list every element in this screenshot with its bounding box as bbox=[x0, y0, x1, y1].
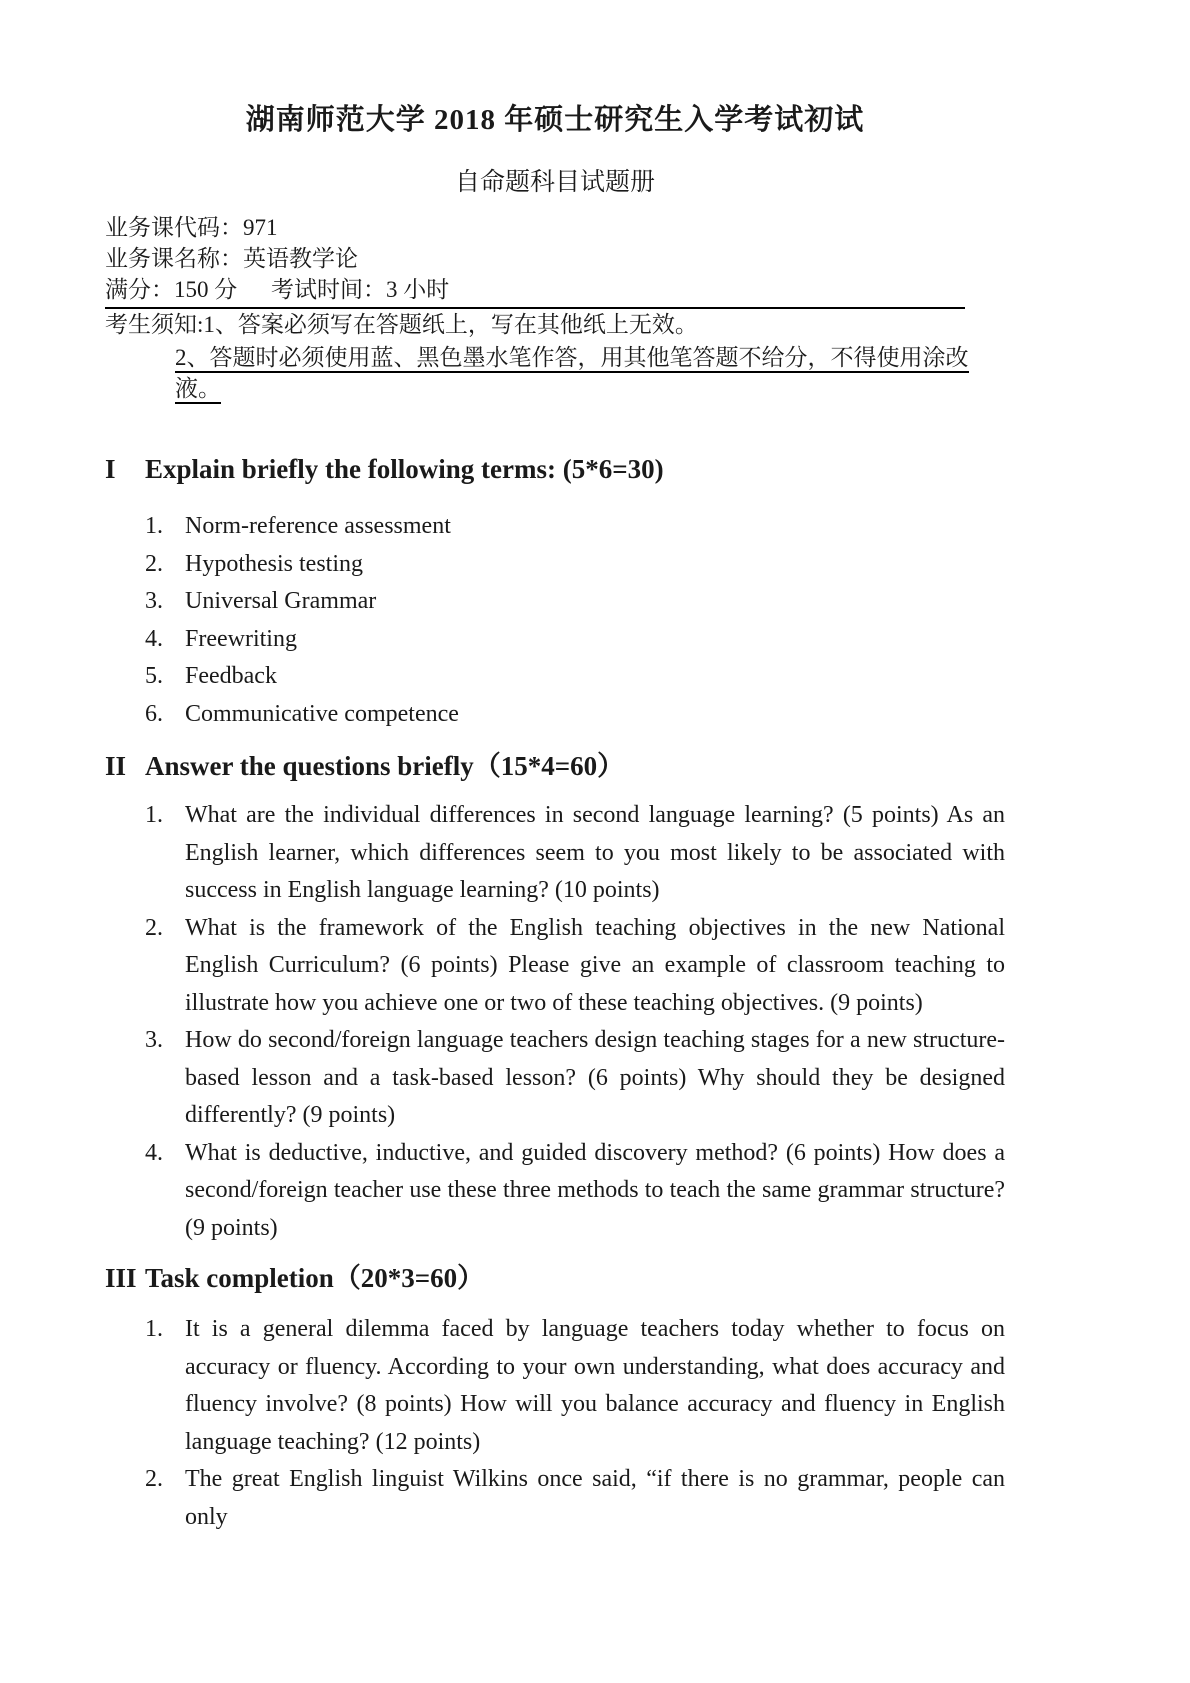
question-text: What are the individual differences in second language learning? (5 points) As an English learner, which differences seem to you most likely to be associated with success in English language learning? (10 points) bbox=[185, 802, 1005, 903]
course-code-line: 业务课代码：971 bbox=[105, 215, 278, 240]
term-item bbox=[105, 696, 1005, 734]
section-2-number: II bbox=[105, 751, 127, 781]
term-item bbox=[105, 658, 1005, 696]
section-1-title: Explain briefly the following terms: (5*6=30) bbox=[145, 454, 664, 484]
term-item bbox=[105, 583, 1005, 621]
term-item bbox=[105, 621, 1005, 659]
exam-info-block bbox=[105, 212, 1005, 404]
term-number: 2. bbox=[145, 550, 163, 577]
question-item bbox=[105, 1022, 1005, 1135]
question-item bbox=[105, 910, 1005, 1023]
exam-time-label: 考试时间：3 小时 bbox=[271, 277, 450, 302]
notice-line-1: 考生须知:1、答案必须写在答题纸上，写在其他纸上无效。 bbox=[105, 312, 698, 337]
question-item bbox=[105, 1311, 1005, 1461]
course-name-line: 业务课名称：英语教学论 bbox=[105, 246, 358, 271]
question-text: What is the framework of the English teaching objectives in the new National English Curriculum? (6 points) Please give an example of classroom teaching to illustrate how you achieve one or two of these teaching objectives. (9 points) bbox=[185, 914, 1005, 1016]
short-answer-list bbox=[105, 797, 1005, 1247]
question-text: The great English linguist Wilkins once said, “if there is no grammar, people can only bbox=[185, 1466, 1005, 1530]
question-text: How do second/foreign language teachers design teaching stages for a new structure-based lesson and a task-based lesson? (6 points) Why should they be designed differently? (9 points) bbox=[185, 1027, 1005, 1128]
term-number: 6. bbox=[145, 700, 163, 727]
terms-list bbox=[105, 508, 1005, 733]
question-number: 2. bbox=[145, 1466, 163, 1492]
term-number: 5. bbox=[145, 663, 163, 689]
question-text: What is deductive, inductive, and guided discovery method? (6 points) How does a second/foreign teacher use these three methods to teach the same grammar structure? (9 points) bbox=[185, 1139, 1005, 1241]
question-text: It is a general dilemma faced by language teachers today whether to focus on accuracy or fluency. According to your own understanding, what does accuracy and fluency involve? (8 points) How will you balance accuracy and fluency in English language teaching? (12 points) bbox=[185, 1316, 1005, 1455]
question-number: 3. bbox=[145, 1027, 163, 1053]
question-item bbox=[105, 797, 1005, 910]
full-score-label: 满分：150 分 bbox=[105, 277, 238, 302]
notice-line-2 bbox=[105, 342, 1005, 404]
term-number: 1. bbox=[145, 513, 163, 539]
section-terms bbox=[105, 452, 1005, 733]
term-text: Communicative competence bbox=[185, 700, 459, 727]
term-number: 3. bbox=[145, 588, 163, 614]
term-text: Universal Grammar bbox=[185, 588, 377, 614]
page-title: 湖南师范大学 2018 年硕士研究生入学考试初试 bbox=[245, 104, 865, 136]
question-number: 1. bbox=[145, 1316, 163, 1342]
score-time-line bbox=[105, 274, 965, 309]
term-text: Norm-reference assessment bbox=[185, 513, 451, 539]
question-number: 2. bbox=[145, 914, 163, 941]
question-item bbox=[105, 1135, 1005, 1248]
term-item bbox=[105, 546, 1005, 584]
section-3-title: Task completion（20*3=60） bbox=[145, 1263, 485, 1293]
question-number: 4. bbox=[145, 1139, 163, 1166]
term-text: Freewriting bbox=[185, 625, 297, 652]
section-task-completion bbox=[105, 1261, 1005, 1536]
question-number: 1. bbox=[145, 802, 163, 828]
section-3-number: III bbox=[105, 1263, 137, 1293]
term-text: Feedback bbox=[185, 663, 277, 689]
section-1-number: I bbox=[105, 454, 116, 484]
term-number: 4. bbox=[145, 625, 163, 652]
notice-line-2-text: 2、答题时必须使用蓝、黑色墨水笔作答，用其他笔答题不给分，不得使用涂改液。 bbox=[175, 345, 969, 404]
page-subtitle: 自命题科目试题册 bbox=[454, 169, 655, 196]
question-item bbox=[105, 1461, 1005, 1536]
term-text: Hypothesis testing bbox=[185, 550, 363, 577]
section-3-heading bbox=[105, 1261, 1005, 1295]
section-2-title: Answer the questions briefly（15*4=60） bbox=[145, 751, 625, 781]
section-2-heading bbox=[105, 749, 1005, 783]
section-1-heading bbox=[105, 452, 1005, 486]
section-short-answer bbox=[105, 749, 1005, 1247]
term-item bbox=[105, 508, 1005, 546]
task-completion-list bbox=[105, 1311, 1005, 1536]
